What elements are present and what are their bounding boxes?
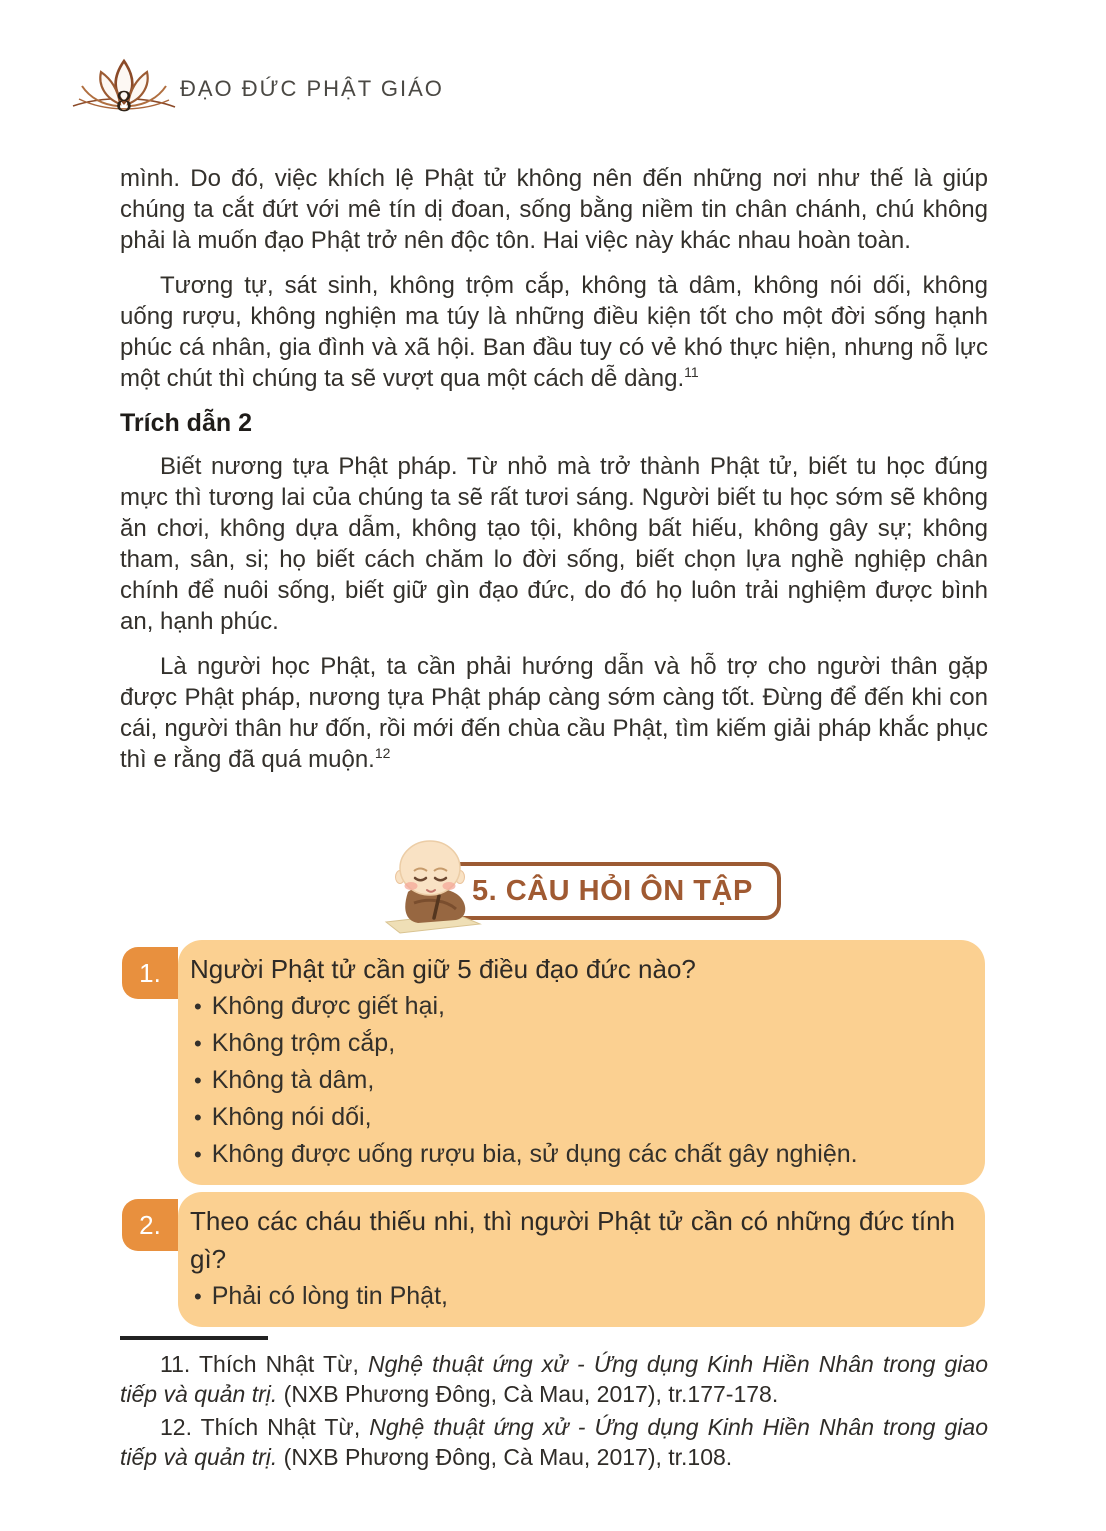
page-header: [0, 0, 1106, 130]
paragraph: [120, 451, 988, 637]
question-number: 1.: [139, 957, 161, 988]
paragraph: [120, 163, 988, 256]
answer-list: [190, 988, 955, 1173]
footnote-divider: [120, 1336, 268, 1340]
footnote-book-title: Nghệ thuật ứng xử - Ứng dụng Kinh Hiền Nhân trong giao tiếp và quản trị.: [120, 1414, 988, 1470]
header-title: ĐẠO ĐỨC PHẬT GIÁO: [180, 76, 444, 101]
section-heading: Trích dẫn 2: [120, 409, 252, 437]
lotus-page-number-icon: [70, 58, 178, 124]
question-text: Theo các cháu thiếu nhi, thì người Phật tử cần có những đức tính gì?: [190, 1206, 955, 1274]
footnote: [120, 1349, 988, 1409]
answer-item: • Không được uống rượu bia, sử dụng các chất gây nghiện.: [192, 1136, 955, 1173]
paragraph-text: Biết nương tựa Phật pháp. Từ nhỏ mà trở thành Phật tử, biết tu học đúng mực thì tương lai của chúng ta sẽ rất tươi sáng. Người biết tu học sớm sẽ không ăn chơi, không dựa dẫm, không tạo tội, không bất hiếu, không gây sự; không tham, sân, si; họ biết cách chăm lo đời sống, biết chọn lựa nghề nghiệp chân chính để nuôi sống, biết giữ gìn đạo đức, do đó họ luôn trải nghiệm được bình an, hạnh phúc.: [120, 453, 988, 635]
footnote-tail: (NXB Phương Đông, Cà Mau, 2017), tr.108.: [277, 1444, 733, 1470]
body-text: [120, 163, 988, 789]
paragraph-text: mình. Do đó, việc khích lệ Phật tử không nên đến những nơi như thế là giúp chúng ta cắt đứt với mê tín dị đoan, sống bằng niềm tin chân chánh, chú không phải là muốn đạo Phật trở nên độc tôn. Hai việc này khác nhau hoàn toàn.: [120, 165, 988, 254]
footnotes: [120, 1336, 988, 1475]
answer-list: [190, 1278, 955, 1315]
answer-item: • Không nói dối,: [192, 1099, 955, 1136]
footnote-marker: 12: [374, 745, 391, 761]
answer-item: • Không trộm cắp,: [192, 1025, 955, 1062]
paragraph-text: Là người học Phật, ta cần phải hướng dẫn và hỗ trợ cho người thân gặp được Phật pháp, nương tựa Phật pháp càng sớm càng tốt. Đừng để đến khi con cái, người thân hư đốn, rồi mới đến chùa cầu Phật, tìm kiếm giải pháp khắc phục thì e rằng đã quá muộn.: [120, 653, 988, 773]
paragraph-text: Tương tự, sát sinh, không trộm cắp, không tà dâm, không nói dối, không uống rượu, không nghiện ma túy là những điều kiện tốt cho một đời sống hạnh phúc cá nhân, gia đình và xã hội. Ban đầu tuy có vẻ khó thực hiện, nhưng nỗ lực một chút thì chúng ta sẽ vượt qua một cách dễ dàng.: [120, 272, 988, 392]
page-number: 8: [115, 87, 133, 118]
question-number-tab: [122, 1199, 178, 1251]
question-box: [139, 940, 985, 1185]
paragraph: [120, 651, 988, 775]
monk-mascot-icon: [376, 840, 494, 937]
footnote-marker: 11: [684, 364, 699, 380]
paragraph: [120, 270, 988, 394]
footnote-lead: 11. Thích Nhật Từ,: [160, 1351, 369, 1377]
question-text: Người Phật tử cần giữ 5 điều đạo đức nào?: [190, 954, 696, 984]
answer-item: • Phải có lòng tin Phật,: [192, 1278, 955, 1315]
question-number-tab: [122, 947, 178, 999]
question-number: 2.: [139, 1209, 161, 1240]
quiz-badge: [444, 862, 781, 920]
question-box: [139, 1192, 985, 1327]
footnote-lead: 12. Thích Nhật Từ,: [160, 1414, 370, 1440]
quiz-section-header: [0, 838, 1106, 938]
answer-item: • Không tà dâm,: [192, 1062, 955, 1099]
footnote-tail: (NXB Phương Đông, Cà Mau, 2017), tr.177-178.: [277, 1381, 779, 1407]
footnote: [120, 1412, 988, 1472]
answer-item: • Không được giết hại,: [192, 988, 955, 1025]
footnote-book-title: Nghệ thuật ứng xử - Ứng dụng Kinh Hiền Nhân trong giao tiếp và quản trị.: [120, 1351, 989, 1407]
quiz-badge-label: 5. CÂU HỎI ÔN TẬP: [472, 874, 753, 907]
